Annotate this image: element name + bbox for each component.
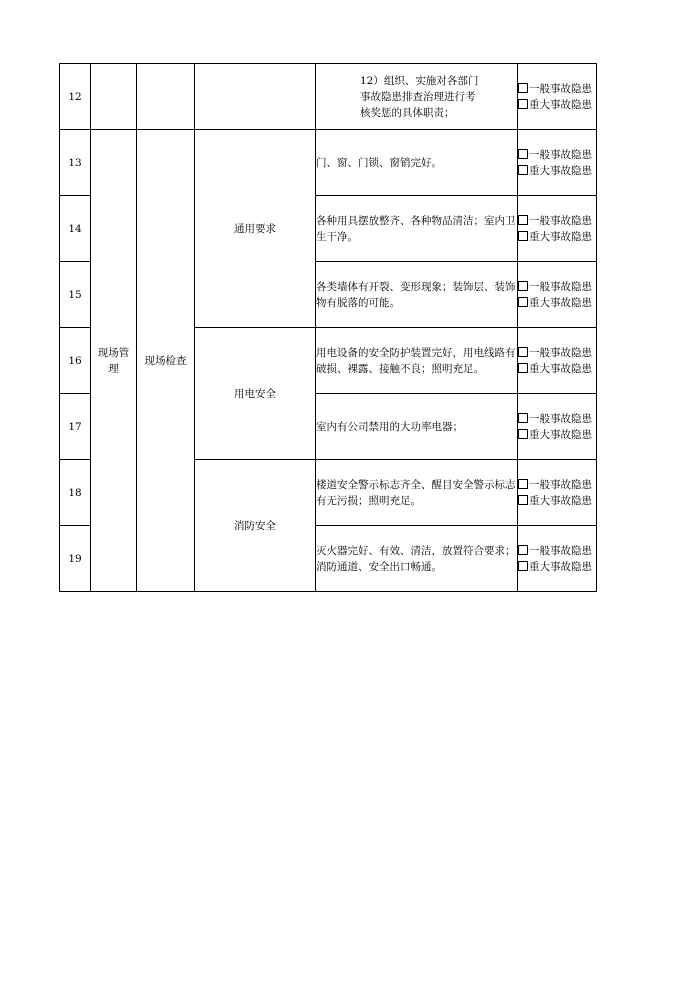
- general-hazard-option[interactable]: 一般事故隐患: [518, 279, 596, 295]
- check-content: 用电设备的安全防护装置完好，用电线路有破损、裸露、接触不良；照明充足。: [316, 328, 518, 394]
- row-number: 13: [60, 130, 91, 196]
- checkbox-icon[interactable]: [518, 545, 528, 555]
- major-hazard-option[interactable]: 重大事故隐患: [518, 97, 596, 113]
- check-content: 灭火器完好、有效、清洁，放置符合要求；消防通道、安全出口畅通。: [316, 526, 518, 592]
- major-hazard-option[interactable]: 重大事故隐患: [518, 559, 596, 575]
- checkbox-icon[interactable]: [518, 479, 528, 489]
- checkbox-icon[interactable]: [518, 363, 528, 373]
- hazard-options: [518, 262, 597, 328]
- category-cell-empty: [195, 64, 316, 130]
- major-hazard-option[interactable]: 重大事故隐患: [518, 361, 596, 377]
- hazard-options: [518, 196, 597, 262]
- area-category: 现场管理: [91, 130, 137, 592]
- checkbox-icon[interactable]: [518, 99, 528, 109]
- general-hazard-option[interactable]: 一般事故隐患: [518, 543, 596, 559]
- checkbox-icon[interactable]: [518, 83, 528, 93]
- general-hazard-option[interactable]: 一般事故隐患: [518, 147, 596, 163]
- general-hazard-option[interactable]: 一般事故隐患: [518, 213, 596, 229]
- checkbox-icon[interactable]: [518, 561, 528, 571]
- major-hazard-option[interactable]: 重大事故隐患: [518, 229, 596, 245]
- check-content: 12）组织、实施对各部门事故隐患排查治理进行考核奖惩的具体职责；: [316, 64, 518, 130]
- subcategory-electric: 用电安全: [195, 328, 316, 460]
- general-hazard-option[interactable]: 一般事故隐患: [518, 345, 596, 361]
- category-cell-empty: [137, 64, 195, 130]
- checkbox-icon[interactable]: [518, 149, 528, 159]
- checkbox-icon[interactable]: [518, 495, 528, 505]
- major-hazard-option[interactable]: 重大事故隐患: [518, 295, 596, 311]
- row-number: 17: [60, 394, 91, 460]
- major-hazard-option[interactable]: 重大事故隐患: [518, 427, 596, 443]
- row-number: 18: [60, 460, 91, 526]
- hazard-options: [518, 460, 597, 526]
- general-hazard-option[interactable]: 一般事故隐患: [518, 81, 596, 97]
- hazard-options: [518, 394, 597, 460]
- check-content: 楼道安全警示标志齐全、醒目安全警示标志有无污损；照明充足。: [316, 460, 518, 526]
- check-content: 门、窗、门锁、窗销完好。: [316, 130, 518, 196]
- checkbox-icon[interactable]: [518, 429, 528, 439]
- checkbox-icon[interactable]: [518, 281, 528, 291]
- row-number: 15: [60, 262, 91, 328]
- hazard-options: [518, 130, 597, 196]
- row-number: 14: [60, 196, 91, 262]
- hazard-options: [518, 64, 597, 130]
- subcategory-fire: 消防安全: [195, 460, 316, 592]
- category-cell-empty: [91, 64, 137, 130]
- check-content: 室内有公司禁用的大功率电器；: [316, 394, 518, 460]
- table-row: [60, 64, 597, 130]
- major-hazard-option[interactable]: 重大事故隐患: [518, 493, 596, 509]
- checkbox-icon[interactable]: [518, 347, 528, 357]
- general-hazard-option[interactable]: 一般事故隐患: [518, 477, 596, 493]
- check-content: 各类墙体有开裂、变形现象；装饰层、装饰物有脱落的可能。: [316, 262, 518, 328]
- hazard-options: [518, 526, 597, 592]
- hazard-options: [518, 328, 597, 394]
- checkbox-icon[interactable]: [518, 215, 528, 225]
- checkbox-icon[interactable]: [518, 231, 528, 241]
- row-number: 12: [60, 64, 91, 130]
- subcategory-general: 通用要求: [195, 130, 316, 328]
- checkbox-icon[interactable]: [518, 413, 528, 423]
- general-hazard-option[interactable]: 一般事故隐患: [518, 411, 596, 427]
- major-hazard-option[interactable]: 重大事故隐患: [518, 163, 596, 179]
- type-category: 现场检查: [137, 130, 195, 592]
- row-number: 16: [60, 328, 91, 394]
- check-content: 各种用具摆放整齐、各种物品清洁；室内卫生干净。: [316, 196, 518, 262]
- checkbox-icon[interactable]: [518, 165, 528, 175]
- checkbox-icon[interactable]: [518, 297, 528, 307]
- row-number: 19: [60, 526, 91, 592]
- inspection-table: [59, 63, 597, 592]
- table-row: [60, 130, 597, 196]
